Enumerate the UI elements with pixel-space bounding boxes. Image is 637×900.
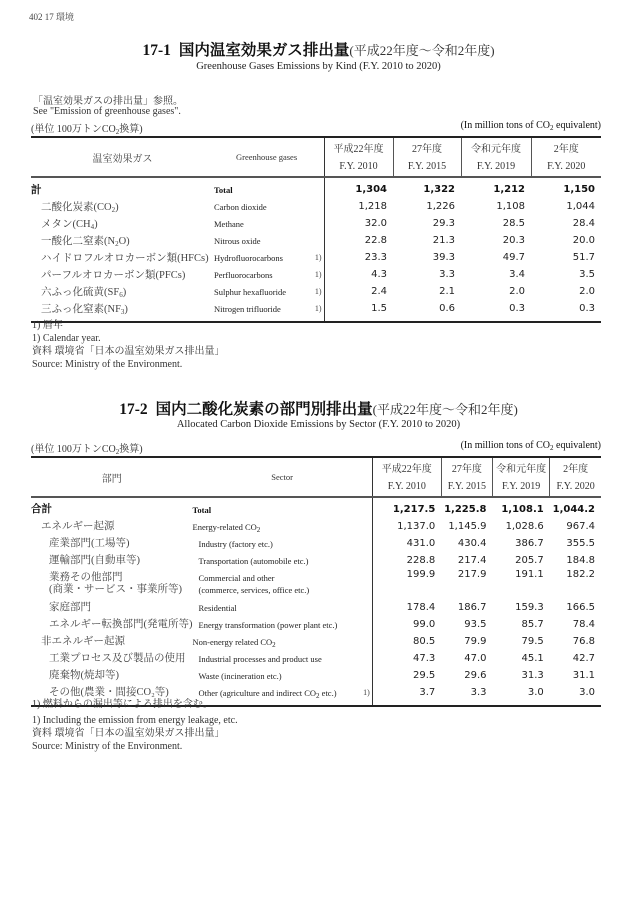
label-text: 六ふっ化硫黄(SF [41, 287, 120, 298]
row-footnote-ref [359, 633, 372, 650]
label-text: 家庭部門 [49, 601, 91, 613]
unit-text: equivalent) [553, 440, 601, 451]
table1-row [31, 215, 601, 232]
value-cell: 31.1 [572, 670, 595, 681]
label-text: Residential [198, 602, 237, 613]
table2-row [31, 569, 601, 599]
value-cell: 178.4 [372, 599, 441, 616]
label-text-line2: (commerce, services, office etc.) [198, 585, 310, 595]
value-cell: 4.3 [324, 266, 393, 283]
table1-footnote-jp: 1) 暦年 [32, 320, 63, 331]
table2-row [31, 633, 601, 650]
value-cell: 0.3 [579, 303, 595, 314]
row-label-jp [31, 177, 214, 198]
label-text: ハイドロフルオロカーボン類(HFCs) [41, 253, 209, 264]
row-label-en [193, 569, 360, 599]
value-cell: 23.3 [324, 249, 393, 266]
label-sub: 2 [111, 206, 116, 214]
unit-text: equivalent) [553, 120, 601, 131]
row-footnote-ref: 1) [314, 253, 322, 262]
value-cell: 217.9 [457, 569, 487, 580]
table1-number: 17-1 [142, 42, 171, 59]
row-label-en: Nitrous oxide [214, 235, 261, 246]
row-footnote-ref [359, 535, 372, 552]
row-label-jp [31, 497, 193, 518]
table1-header-row [31, 137, 601, 157]
label-text: Non-energy related CO [192, 636, 273, 647]
label-text: エネルギー起源 [41, 520, 115, 532]
row-footnote-ref [359, 552, 372, 569]
value-cell: 1,218 [324, 198, 393, 215]
row-label-en: Hydrofluorocarbons [214, 252, 283, 263]
value-cell: 42.7 [572, 653, 595, 664]
label-text: 廃棄物(焼却等) [49, 669, 119, 681]
unit-sub: 2 [115, 448, 120, 456]
row-footnote-ref [302, 215, 324, 232]
label-text: メタン(CH [41, 219, 91, 230]
label-text: Other (agriculture and indirect CO [198, 687, 317, 698]
table2-year-en: F.Y. 2015 [441, 477, 492, 497]
row-footnote-ref [302, 232, 324, 249]
label-text: エネルギー転換部門(発電所等) [49, 618, 193, 630]
row-label-en: Carbon dioxide [214, 201, 267, 212]
table1-row [31, 232, 601, 249]
table2-year-en: F.Y. 2020 [550, 477, 601, 497]
table2-unit-jp [31, 440, 143, 455]
label-text: Transportation (automobile etc.) [198, 555, 309, 566]
value-cell: 1,044 [566, 201, 595, 212]
value-cell: 79.5 [521, 636, 544, 647]
value-cell: 39.3 [432, 252, 455, 263]
table2-year-jp: 令和元年度 [492, 457, 549, 477]
table2-year-jp: 2年度 [550, 457, 601, 477]
value-cell: 1,304 [324, 177, 393, 198]
value-cell: 184.8 [566, 555, 595, 566]
label-text: O) [118, 236, 130, 247]
value-cell: 355.5 [566, 538, 595, 549]
value-cell: 28.5 [502, 218, 525, 229]
table1-row [31, 300, 601, 317]
table2-header-jp: 部門 [31, 457, 193, 497]
row-label-en: Nitrogen trifluoride [214, 303, 281, 314]
row-footnote-ref: 1) [363, 688, 370, 697]
row-label-en [193, 599, 360, 616]
row-label-en: Sulphur hexafluoride [214, 286, 286, 297]
value-cell: 1,225.8 [444, 504, 487, 515]
unit-sub: 2 [115, 128, 120, 136]
value-cell: 20.3 [502, 235, 525, 246]
value-cell: 0.3 [509, 303, 525, 314]
table2-row [31, 599, 601, 616]
value-cell: 1.5 [324, 300, 393, 317]
label-text: 計 [31, 185, 42, 196]
table1-year-en: F.Y. 2015 [393, 157, 461, 177]
value-cell: 29.3 [432, 218, 455, 229]
table1-year-jp: 2年度 [531, 137, 601, 157]
row-footnote-ref: 1) [314, 304, 322, 313]
value-cell: 166.5 [566, 602, 595, 613]
value-cell: 79.9 [464, 636, 487, 647]
value-cell: 1,044.2 [552, 504, 595, 515]
row-footnote-ref [359, 497, 372, 518]
label-text: 二酸化炭素(CO [41, 202, 112, 213]
value-cell: 28.4 [572, 218, 595, 229]
label-sub: 2 [272, 640, 276, 649]
table2-year-jp: 平成22年度 [372, 457, 441, 477]
row-label-en: Perfluorocarbons [214, 269, 273, 280]
table2-row [31, 650, 601, 667]
value-cell: 182.2 [566, 569, 595, 580]
table2-row [31, 616, 601, 633]
label-text: 非エネルギー起源 [41, 635, 125, 647]
value-cell: 93.5 [464, 619, 487, 630]
value-cell: 3.5 [579, 269, 595, 280]
table2-title-range: (平成22年度～令和2年度) [372, 402, 518, 417]
unit-text: 換算) [119, 124, 143, 135]
table2-row [31, 518, 601, 535]
table2-title [0, 397, 637, 419]
value-cell: 31.3 [521, 670, 544, 681]
label-sub: 2 [256, 525, 261, 534]
value-cell: 186.7 [457, 602, 487, 613]
value-cell: 1,145.9 [448, 521, 487, 532]
value-cell: 1,137.0 [372, 518, 441, 535]
row-label-jp [31, 650, 193, 667]
value-cell: 0.6 [439, 303, 455, 314]
table1-year-en: F.Y. 2010 [324, 157, 393, 177]
row-footnote-ref: 1) [314, 270, 322, 279]
unit-text: (単位 100万トンCO [31, 444, 116, 455]
row-label-jp [31, 300, 214, 317]
table1-footnote-en: 1) Calendar year. [32, 333, 101, 344]
row-label-en [193, 497, 360, 518]
row-label-en [193, 650, 360, 667]
table1-title-jp: 国内温室効果ガス排出量 [178, 42, 350, 59]
label-text: 工業プロセス及び製品の使用 [49, 652, 186, 664]
label-sub: 2 [115, 240, 119, 248]
table1-note-en: See "Emission of greenhouse gases". [33, 106, 181, 117]
table2-row [31, 497, 601, 518]
unit-sub: 2 [550, 124, 554, 132]
unit-sub: 2 [550, 444, 554, 452]
value-cell: 2.0 [579, 286, 595, 297]
value-cell: 3.3 [439, 269, 455, 280]
table1-row [31, 198, 601, 215]
table1-year-en: F.Y. 2019 [461, 157, 531, 177]
row-footnote-ref [359, 616, 372, 633]
row-label-jp [31, 616, 193, 633]
unit-text: (単位 100万トンCO [31, 124, 116, 135]
label-text-line2: (商業・サービス・事業所等) [49, 584, 182, 595]
table2-footnote-en: 1) Including the emission from energy leakage, etc. [32, 715, 238, 726]
table2 [31, 456, 601, 707]
row-footnote-ref: 1) [314, 287, 322, 296]
table1-year-jp: 平成22年度 [324, 137, 393, 157]
value-cell: 2.4 [324, 283, 393, 300]
table1-row [31, 283, 601, 300]
value-cell: 29.6 [464, 670, 487, 681]
row-label-en [193, 616, 360, 633]
label-text: Waste (incineration etc.) [198, 670, 282, 681]
table2-source-en: Source: Ministry of the Environment. [32, 741, 183, 752]
value-cell: 431.0 [372, 535, 441, 552]
label-text: Industrial processes and product use [198, 653, 322, 664]
label-sub: 3 [120, 308, 125, 316]
row-label-jp [31, 569, 193, 599]
label-sub: 6 [119, 291, 123, 299]
row-label-jp [31, 232, 214, 249]
value-cell: 1,108 [496, 201, 525, 212]
unit-text: 換算) [119, 444, 143, 455]
value-cell: 47.0 [464, 653, 487, 664]
value-cell: 47.3 [372, 650, 441, 667]
row-label-en [193, 684, 360, 701]
row-label-jp [31, 552, 193, 569]
value-cell: 20.0 [572, 235, 595, 246]
row-label-en [193, 667, 360, 684]
table2-row [31, 535, 601, 552]
table1-year-en: F.Y. 2020 [531, 157, 601, 177]
table1-title-range: (平成22年度～令和2年度) [349, 43, 495, 58]
value-cell: 78.4 [572, 619, 595, 630]
label-text: 三ふっ化窒素(NF [41, 304, 121, 315]
value-cell: 191.1 [515, 569, 544, 580]
value-cell: 199.9 [372, 569, 441, 599]
value-cell: 1,028.6 [505, 521, 544, 532]
table2-unit-en [461, 440, 601, 451]
row-label-jp [31, 518, 193, 535]
value-cell: 217.4 [457, 555, 487, 566]
row-label-jp [31, 633, 193, 650]
row-footnote-ref [359, 518, 372, 535]
row-footnote-ref [302, 198, 324, 215]
table1-unit-en [461, 120, 601, 131]
label-text: 運輸部門(自動車等) [49, 554, 140, 566]
value-cell: 22.8 [324, 232, 393, 249]
label-text: Commercial and other [198, 573, 275, 583]
row-label-jp [31, 283, 214, 300]
value-cell: 967.4 [566, 521, 595, 532]
row-label-en: Total [214, 184, 233, 195]
value-cell: 32.0 [324, 215, 393, 232]
value-cell: 205.7 [515, 555, 544, 566]
value-cell: 3.7 [372, 684, 441, 701]
value-cell: 1,150 [563, 184, 595, 195]
value-cell: 159.3 [515, 602, 544, 613]
label-sub: 2 [316, 691, 320, 700]
table1-title [0, 38, 637, 60]
page-header: 402 17 環境 [29, 12, 75, 22]
value-cell: 1,226 [426, 201, 455, 212]
table2-year-en: F.Y. 2010 [372, 477, 441, 497]
table1-header-en: Greenhouse gases [214, 137, 324, 177]
value-cell: 80.5 [372, 633, 441, 650]
table1-year-jp: 27年度 [393, 137, 461, 157]
row-label-jp [31, 266, 214, 283]
value-cell: 228.8 [372, 552, 441, 569]
table1-spacer [31, 317, 601, 322]
table1 [31, 136, 601, 323]
value-cell: 99.0 [372, 616, 441, 633]
value-cell: 49.7 [502, 252, 525, 263]
row-label-jp [31, 599, 193, 616]
label-text: Total [192, 504, 212, 515]
table2-number: 17-2 [119, 401, 148, 418]
value-cell: 1,212 [493, 184, 525, 195]
row-footnote-ref [302, 177, 324, 198]
row-label-jp [31, 667, 193, 684]
table1-year-jp: 令和元年度 [461, 137, 531, 157]
value-cell: 85.7 [521, 619, 544, 630]
value-cell: 45.1 [521, 653, 544, 664]
label-text: 業務その他部門 [49, 572, 123, 583]
table2-footnote-jp: 1) 燃料からの漏出等による排出を含む。 [32, 699, 213, 710]
table1-source-en: Source: Ministry of the Environment. [32, 359, 183, 370]
label-text: 合計 [31, 503, 52, 515]
table1-note-jp: 「温室効果ガスの排出量」参照。 [33, 96, 183, 107]
value-cell: 3.3 [470, 687, 487, 698]
label-text: ) [115, 202, 119, 213]
value-cell: 76.8 [572, 636, 595, 647]
value-cell: 430.4 [457, 538, 487, 549]
value-cell: 386.7 [515, 538, 544, 549]
row-label-jp [31, 198, 214, 215]
row-footnote-ref [359, 599, 372, 616]
value-cell: 2.1 [439, 286, 455, 297]
value-cell: 2.0 [509, 286, 525, 297]
label-text: 一酸化二窒素(N [41, 236, 116, 247]
table1-header-jp: 温室効果ガス [31, 137, 214, 177]
value-cell: 51.7 [572, 252, 595, 263]
value-cell: 3.0 [527, 687, 544, 698]
label-text: パーフルオロカーボン類(PFCs) [41, 270, 186, 281]
row-label-jp [31, 535, 193, 552]
label-text: ) [94, 219, 98, 230]
label-text: Energy-related CO [192, 521, 257, 532]
value-cell: 3.4 [509, 269, 525, 280]
table2-row [31, 667, 601, 684]
table2-row [31, 552, 601, 569]
table2-header-en: Sector [193, 457, 373, 497]
label-text: etc.) [319, 687, 337, 698]
unit-text: (In million tons of CO [460, 440, 551, 451]
label-text: Energy transformation (power plant etc.) [198, 619, 338, 630]
table2-title-jp: 国内二酸化炭素の部門別排出量 [155, 401, 373, 418]
value-cell: 21.3 [432, 235, 455, 246]
row-label-en [193, 633, 360, 650]
table1-subtitle: Greenhouse Gases Emissions by Kind (F.Y. 2010 to 2020) [196, 61, 441, 72]
row-footnote-ref [359, 667, 372, 684]
table1-unit-jp [31, 120, 143, 135]
value-cell: 1,108.1 [501, 504, 544, 515]
row-label-en [193, 518, 360, 535]
table2-subtitle: Allocated Carbon Dioxide Emissions by Sector (F.Y. 2010 to 2020) [176, 419, 461, 430]
row-label-en [193, 552, 360, 569]
value-cell: 1,217.5 [372, 497, 441, 518]
row-label-jp [31, 215, 214, 232]
table2-source-jp: 資料 環境省「日本の温室効果ガス排出量」 [32, 728, 225, 739]
table1-row [31, 266, 601, 283]
value-cell: 1,322 [423, 184, 455, 195]
label-text: その他(農業・間接CO₂等) [49, 686, 169, 698]
label-text: ) [122, 287, 127, 298]
label-text: 産業部門(工場等) [49, 537, 130, 549]
table2-header-row [31, 457, 601, 477]
table2-year-jp: 27年度 [441, 457, 492, 477]
table1-row [31, 249, 601, 266]
row-label-en: Methane [214, 218, 244, 229]
row-label-jp [31, 249, 214, 266]
label-text: Industry (factory etc.) [198, 538, 273, 549]
value-cell: 3.0 [579, 687, 595, 698]
table1-row [31, 177, 601, 198]
table1-source-jp: 資料 環境省「日本の温室効果ガス排出量」 [32, 346, 225, 357]
value-cell: 29.5 [372, 667, 441, 684]
unit-text: (In million tons of CO [460, 120, 551, 131]
row-label-en [193, 535, 360, 552]
row-footnote-ref [359, 650, 372, 667]
row-footnote-ref [359, 569, 372, 599]
table2-year-en: F.Y. 2019 [492, 477, 549, 497]
label-text: ) [124, 304, 128, 315]
label-sub: 4 [90, 223, 95, 231]
